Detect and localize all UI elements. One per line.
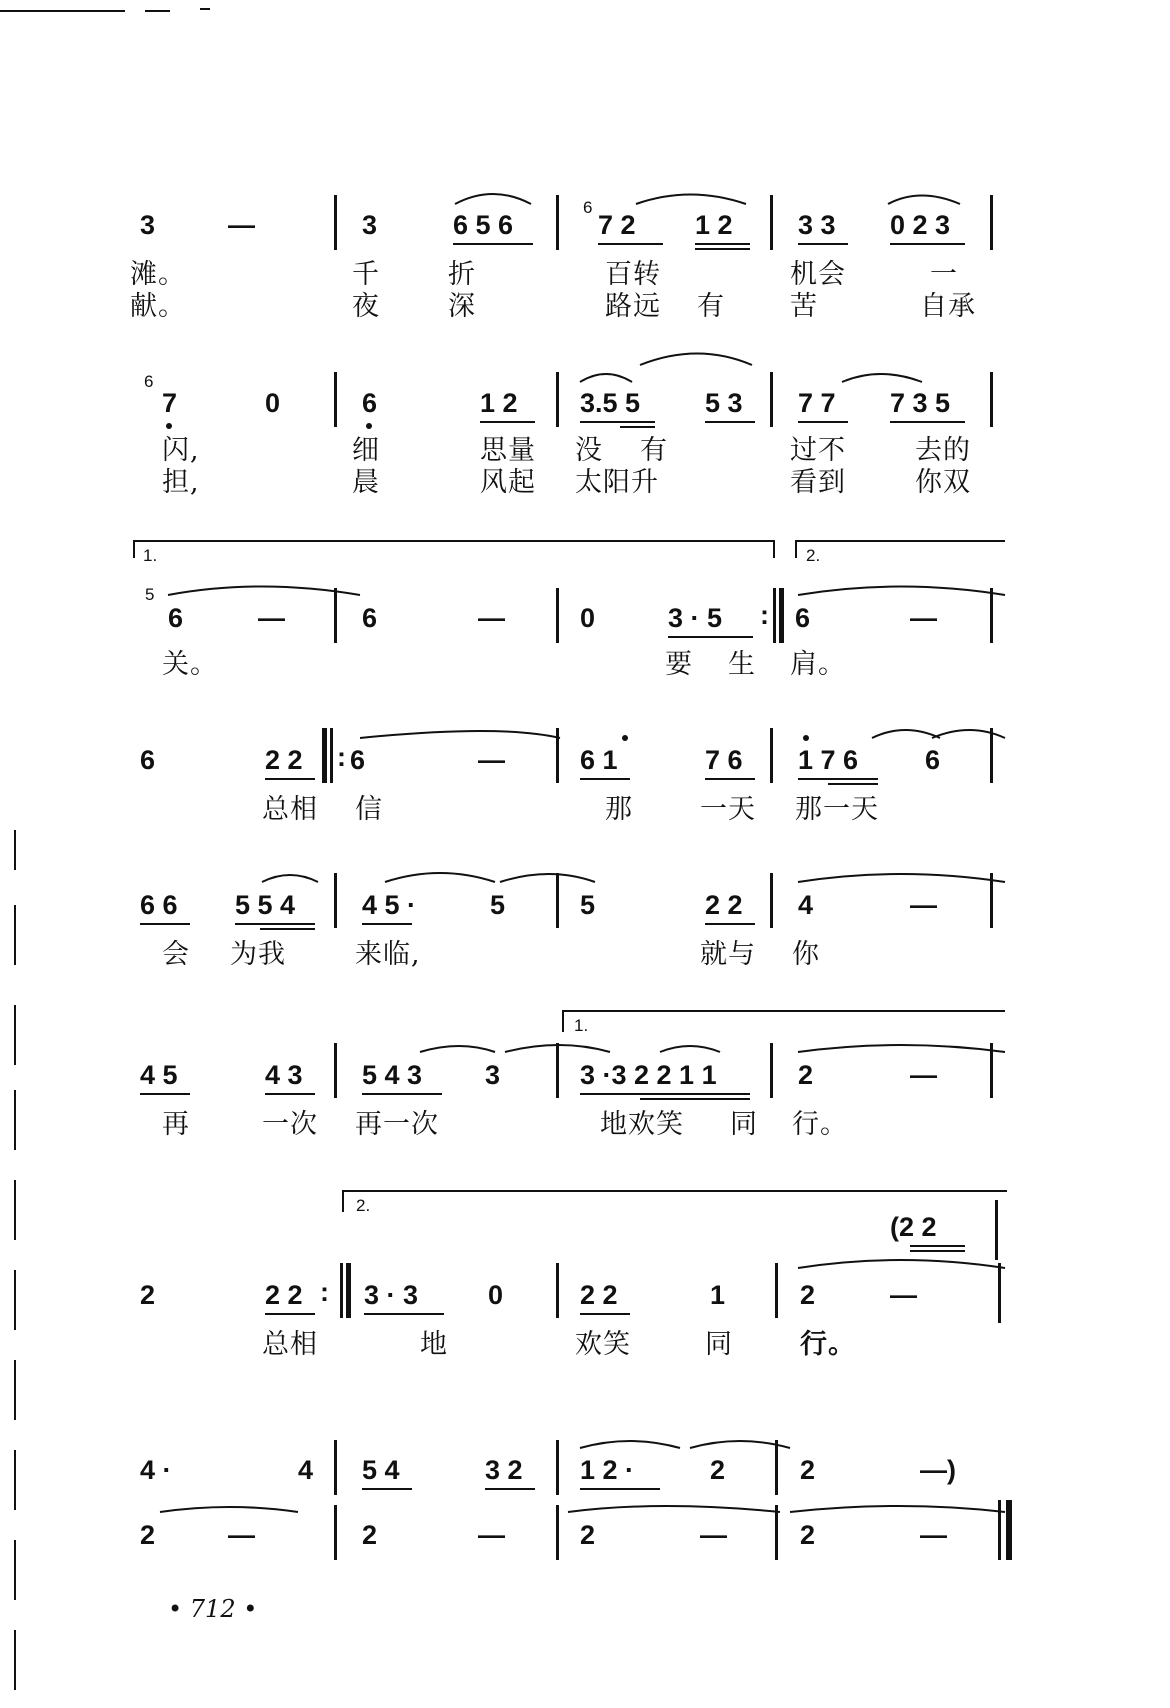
lyric: 思量 bbox=[480, 435, 536, 466]
lyric: 信 bbox=[355, 794, 383, 825]
lyric: 就与 bbox=[700, 939, 756, 970]
prelude-notes: (2 2 bbox=[890, 1212, 937, 1242]
lyric: 夜 bbox=[352, 291, 380, 322]
lyric: 同 bbox=[730, 1109, 758, 1140]
note: 2 bbox=[140, 1520, 156, 1550]
lyric: 总相 bbox=[262, 794, 318, 825]
lyric: 细 bbox=[352, 435, 380, 466]
note: 0 2 3 bbox=[890, 210, 951, 240]
note: 3 ·3 2 2 1 1 bbox=[580, 1060, 717, 1090]
note: 5 bbox=[580, 890, 596, 920]
lyric: 为我 bbox=[230, 939, 286, 970]
volta-label: 1. bbox=[143, 546, 158, 565]
lyric: 百转 bbox=[605, 259, 661, 290]
volta-label: 2. bbox=[806, 546, 821, 565]
lyric: 来临, bbox=[355, 939, 421, 970]
note: 1 bbox=[710, 1280, 726, 1310]
note: — bbox=[478, 603, 505, 633]
lyric: 一 bbox=[930, 259, 958, 290]
lyric: 有 bbox=[640, 435, 668, 466]
lyric: 你 bbox=[792, 939, 820, 970]
lyric: 担, bbox=[162, 467, 200, 498]
lyric: 千 bbox=[352, 259, 380, 290]
note: — bbox=[228, 1520, 255, 1550]
note: — bbox=[228, 210, 255, 240]
lyric: 没 bbox=[575, 435, 603, 466]
octave-dot bbox=[166, 423, 172, 429]
note: 6 bbox=[795, 603, 811, 633]
repeat-dots: : bbox=[337, 742, 346, 772]
note: 2 bbox=[580, 1520, 596, 1550]
note: 2 2 bbox=[580, 1280, 618, 1310]
note: — bbox=[910, 1060, 937, 1090]
note: 3.5 5 bbox=[580, 388, 641, 418]
grace-note: 5 bbox=[145, 585, 155, 604]
octave-dot bbox=[622, 735, 628, 741]
lyric: 有 bbox=[697, 291, 725, 322]
lyric: 地 bbox=[420, 1329, 448, 1360]
note: 5 5 4 bbox=[235, 890, 296, 920]
note: 0 bbox=[488, 1280, 504, 1310]
lyric: 太阳升 bbox=[575, 467, 659, 498]
note: 7 7 bbox=[798, 388, 836, 418]
note: 2 2 bbox=[705, 890, 743, 920]
note: 2 bbox=[800, 1520, 816, 1550]
note: 3 2 bbox=[485, 1455, 523, 1485]
note: 7 3 5 bbox=[890, 388, 951, 418]
note: 2 bbox=[362, 1520, 378, 1550]
note: 6 bbox=[362, 603, 378, 633]
lyric: 关。 bbox=[162, 649, 218, 680]
note: 4 5 bbox=[140, 1060, 178, 1090]
note: 4 bbox=[298, 1455, 314, 1485]
note: 2 bbox=[800, 1455, 816, 1485]
note: 6 bbox=[140, 745, 156, 775]
note: 3 3 bbox=[798, 210, 836, 240]
note: — bbox=[910, 603, 937, 633]
note: 0 bbox=[265, 388, 281, 418]
lyric: 自承 bbox=[920, 291, 976, 322]
lyric: 滩。 bbox=[130, 259, 186, 290]
lyric: 同 bbox=[705, 1329, 733, 1360]
lyric: 你双 bbox=[915, 467, 971, 498]
note: 7 2 bbox=[598, 210, 636, 240]
lyric: 总相 bbox=[262, 1329, 318, 1360]
octave-dot bbox=[803, 735, 809, 741]
note: — bbox=[700, 1520, 727, 1550]
note: 3 bbox=[485, 1060, 501, 1090]
note: 3 bbox=[362, 210, 378, 240]
lyric: 深 bbox=[448, 291, 476, 322]
note: 2 bbox=[140, 1280, 156, 1310]
note: 1 2 bbox=[695, 210, 733, 240]
lyric: 一次 bbox=[262, 1109, 318, 1140]
note: — bbox=[910, 890, 937, 920]
note: 6 bbox=[168, 603, 184, 633]
lyric: 欢笑 bbox=[575, 1329, 631, 1360]
note: 5 3 bbox=[705, 388, 743, 418]
note: — bbox=[258, 603, 285, 633]
lyric: 去的 bbox=[915, 435, 971, 466]
note: 6 1 bbox=[580, 745, 618, 775]
lyric: 折 bbox=[448, 259, 476, 290]
note: — bbox=[478, 1520, 505, 1550]
note: 3 · 5 bbox=[668, 603, 723, 633]
note: — bbox=[890, 1280, 917, 1310]
repeat-dots: : bbox=[320, 1277, 329, 1307]
note: 1 2 · bbox=[580, 1455, 635, 1485]
lyric: 行。 bbox=[792, 1109, 848, 1140]
note: 3 · 3 bbox=[364, 1280, 419, 1310]
octave-dot bbox=[366, 423, 372, 429]
note: 2 bbox=[800, 1280, 816, 1310]
note: 4 3 bbox=[265, 1060, 303, 1090]
lyric: 肩。 bbox=[790, 649, 846, 680]
lyric: 机会 bbox=[790, 259, 846, 290]
note: 5 4 bbox=[362, 1455, 400, 1485]
note: 1 2 bbox=[480, 388, 518, 418]
lyric: 闪, bbox=[162, 435, 200, 466]
lyric: 地欢笑 bbox=[600, 1109, 684, 1140]
lyric: 生 bbox=[728, 649, 756, 680]
lyric: 苦 bbox=[790, 291, 818, 322]
grace-note: 6 bbox=[583, 198, 593, 217]
note: —) bbox=[920, 1455, 956, 1485]
note: 5 bbox=[490, 890, 506, 920]
note: 4 bbox=[798, 890, 814, 920]
lyric: 行。 bbox=[800, 1329, 856, 1360]
volta-label: 2. bbox=[356, 1196, 371, 1215]
note: 7 6 bbox=[705, 745, 743, 775]
lyric: 一天 bbox=[700, 794, 756, 825]
grace-note: 6 bbox=[144, 372, 154, 391]
note: — bbox=[920, 1520, 947, 1550]
note: 0 bbox=[580, 603, 596, 633]
lyric: 那一天 bbox=[795, 794, 879, 825]
lyric: 会 bbox=[162, 939, 190, 970]
note: 6 bbox=[925, 745, 941, 775]
lyric: 那 bbox=[605, 794, 633, 825]
note: 2 bbox=[710, 1455, 726, 1485]
note: 6 bbox=[350, 745, 366, 775]
lyric: 献。 bbox=[130, 291, 186, 322]
note: 6 5 6 bbox=[453, 210, 514, 240]
note: 4 5 · bbox=[362, 890, 417, 920]
lyric: 看到 bbox=[790, 467, 846, 498]
note: 3 bbox=[140, 210, 156, 240]
note: 6 6 bbox=[140, 890, 178, 920]
note: 7 bbox=[162, 388, 178, 418]
repeat-dots: : bbox=[760, 600, 769, 630]
note: 2 2 bbox=[265, 1280, 303, 1310]
note: 2 2 bbox=[265, 745, 303, 775]
lyric: 过不 bbox=[790, 435, 846, 466]
lyric: 再一次 bbox=[355, 1109, 439, 1140]
note: 4 · bbox=[140, 1455, 172, 1485]
note: 5 4 3 bbox=[362, 1060, 423, 1090]
note: 6 bbox=[362, 388, 378, 418]
lyric: 风起 bbox=[480, 467, 536, 498]
lyric: 要 bbox=[665, 649, 693, 680]
note: — bbox=[478, 745, 505, 775]
volta-label: 1. bbox=[574, 1016, 589, 1035]
note: 1 7 6 bbox=[798, 745, 859, 775]
page-number: • 712 • bbox=[168, 1595, 258, 1623]
lyric: 晨 bbox=[352, 467, 380, 498]
lyric: 路远 bbox=[605, 291, 661, 322]
note: 2 bbox=[798, 1060, 814, 1090]
lyric: 再 bbox=[162, 1109, 190, 1140]
